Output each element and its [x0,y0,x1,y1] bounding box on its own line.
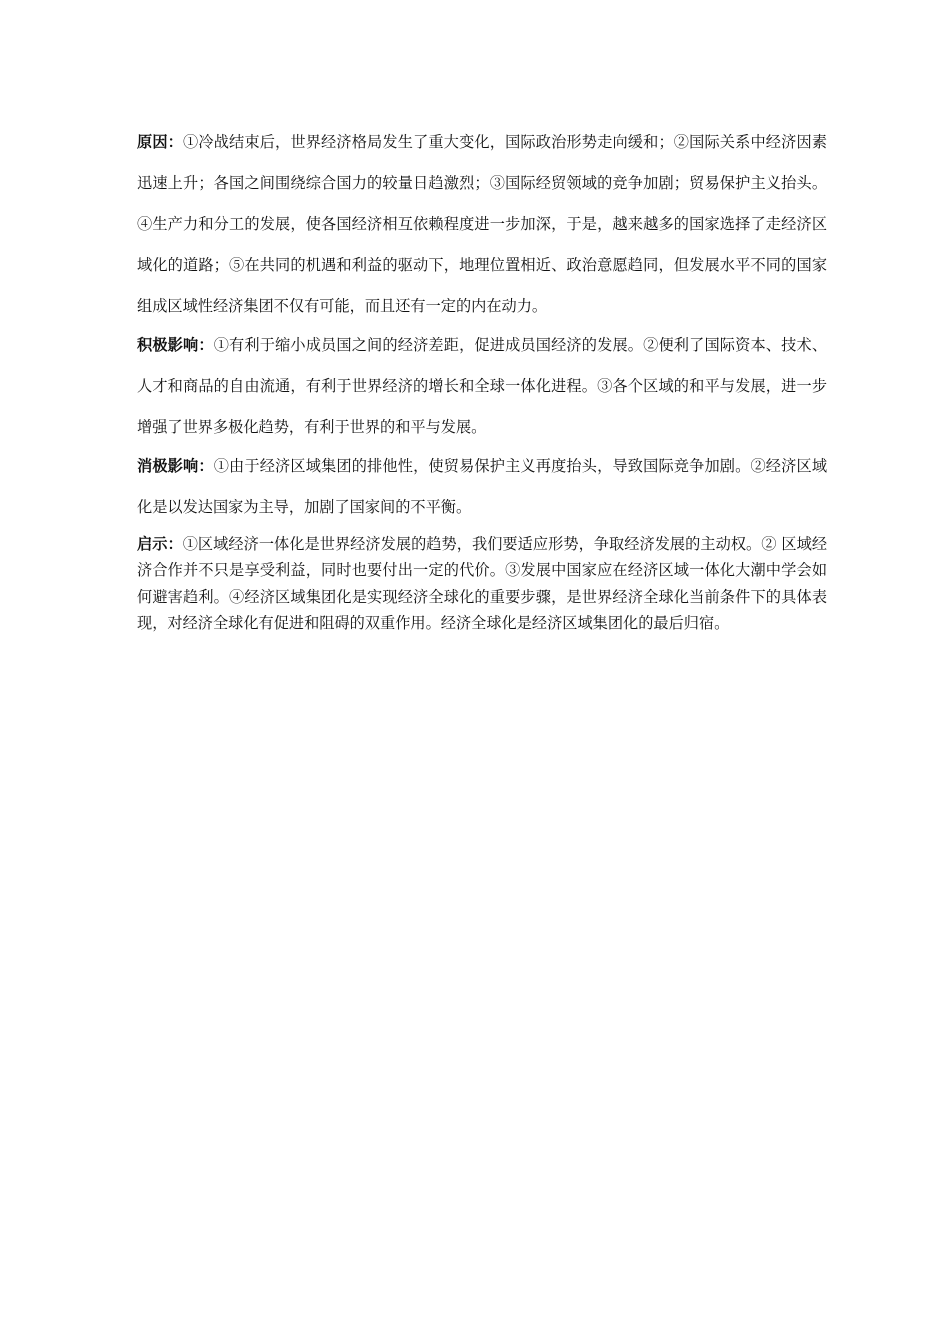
paragraph-negative-impact [137,446,827,528]
paragraph-positive-impact [137,325,827,448]
insights-text: ①区域经济一体化是世界经济发展的趋势，我们要适应形势，争取经济发展的主动权。② 区域经济合作并不只是享受利益，同时也要付出一定的代价。③发展中国家应在经济区域一体化大潮中学会如何避害趋利。④经济区域集团化是实现经济全球化的重要步骤，是世界经济全球化当前条件下的具体表现，对经济全球化有促进和阻碍的双重作用。经济全球化是经济区域集团化的最后归宿。 [137,535,828,633]
positive-impact-label: 积极影响： [137,336,214,354]
document-body [137,122,827,637]
positive-impact-text: ①有利于缩小成员国之间的经济差距，促进成员国经济的发展。②便利了国际资本、技术、人才和商品的自由流通，有利于世界经济的增长和全球一体化进程。③各个区域的和平与发展，进一步增强了世界多极化趋势，有利于世界的和平与发展。 [137,336,828,436]
negative-impact-text: ①由于经济区域集团的排他性，使贸易保护主义再度抬头，导致国际竞争加剧。②经济区域化是以发达国家为主导，加剧了国家间的不平衡。 [137,457,828,516]
insights-label: 启示： [137,535,183,553]
causes-label: 原因： [137,133,184,151]
paragraph-insights [137,531,827,637]
paragraph-causes [137,122,827,327]
causes-text: ①冷战结束后，世界经济格局发生了重大变化，国际政治形势走向缓和；②国际关系中经济因素迅速上升；各国之间围绕综合国力的较量日趋激烈；③国际经贸领域的竞争加剧；贸易保护主义抬头。④生产力和分工的发展，使各国经济相互依赖程度进一步加深，于是，越来越多的国家选择了走经济区域化的道路；⑤在共同的机遇和利益的驱动下，地理位置相近、政治意愿趋同，但发展水平不同的国家组成区域性经济集团不仅有可能，而且还有一定的内在动力。 [137,133,828,315]
negative-impact-label: 消极影响： [137,457,214,475]
